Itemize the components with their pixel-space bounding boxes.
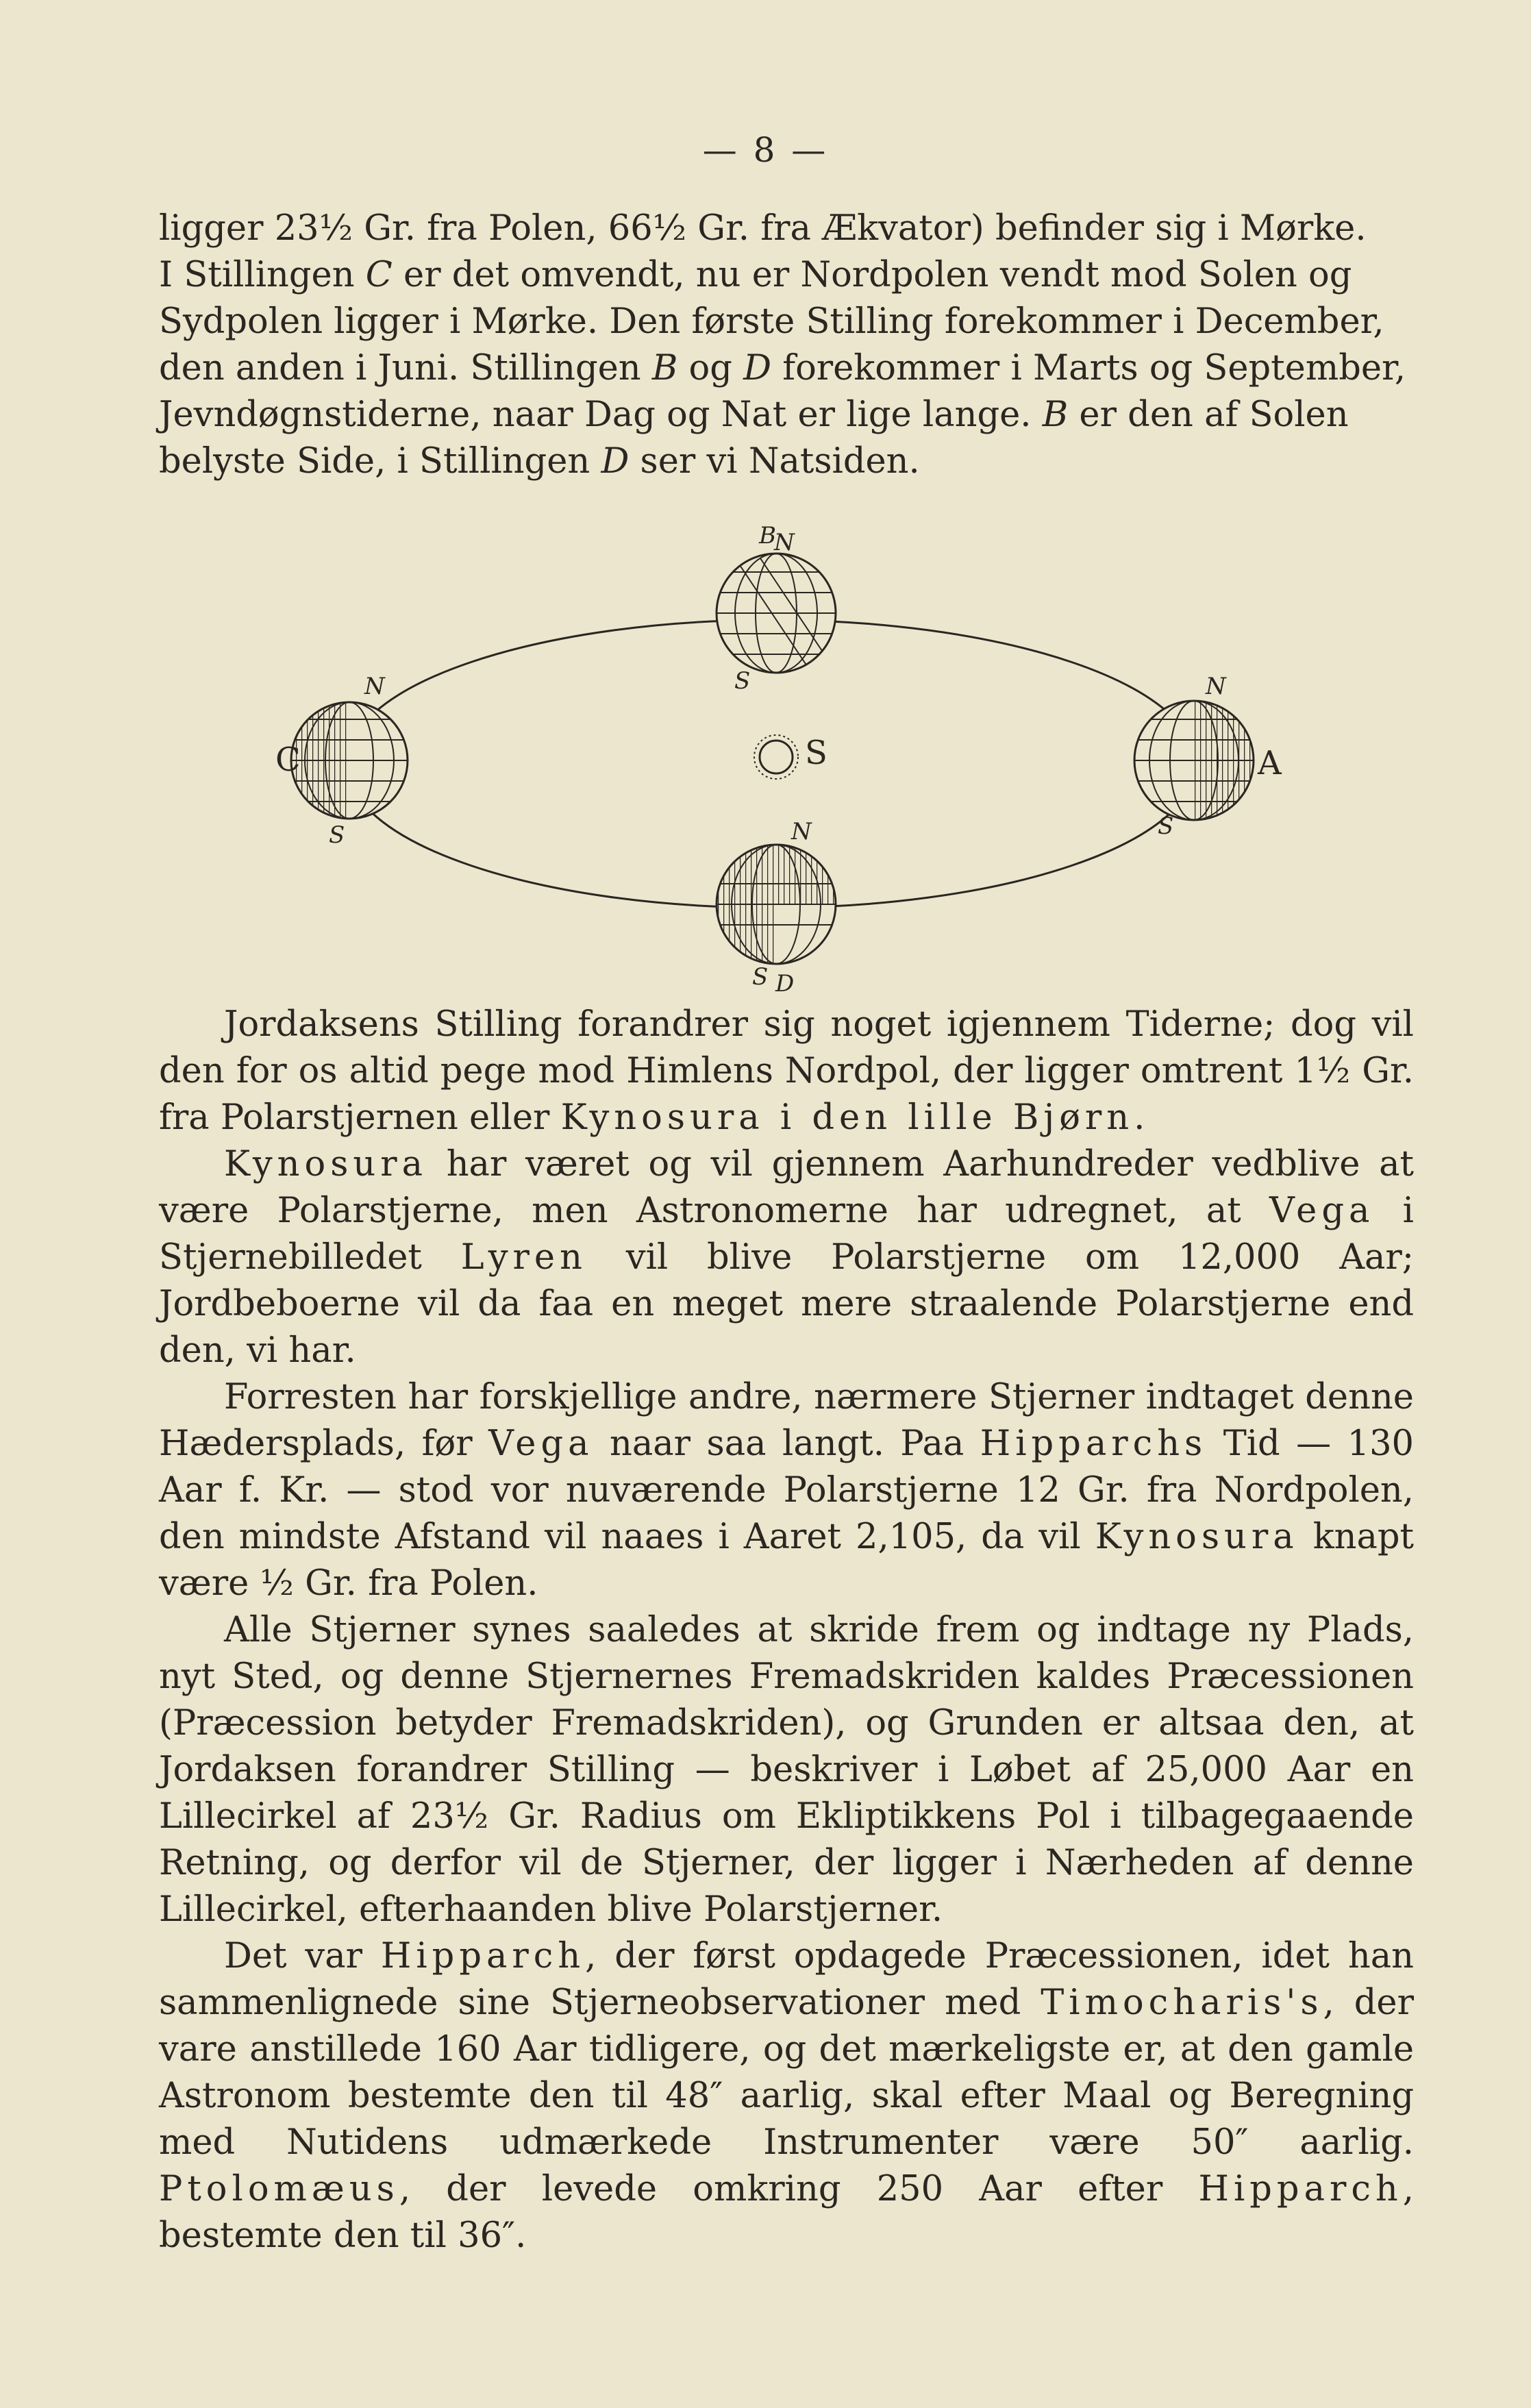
text-span: ser vi Natsiden. <box>629 441 920 482</box>
label-south-right: S <box>1158 812 1174 840</box>
sun-icon <box>754 735 798 779</box>
name-kynosura: Kynosura <box>224 1144 428 1184</box>
paragraph-hipparch-discovery <box>159 1933 1414 2259</box>
label-south-left: S <box>329 821 345 849</box>
name-hipparch: Hipparch <box>1198 2169 1403 2209</box>
text-span: er den af Solen <box>1068 395 1349 435</box>
paragraph-intro <box>159 206 1414 485</box>
earth-orbit-diagram <box>247 517 1315 997</box>
text-span: , bestemte den til 36″. <box>159 2169 1414 2256</box>
text-span: belyste Side, i Stillingen <box>159 441 601 482</box>
text-span: forekommer i Marts og September, <box>771 348 1406 388</box>
label-north-right: N <box>1206 673 1226 700</box>
text-span: , der vare anstillede 160 Aar tidligere, og det mærkeligste er, at den gamle Astronom bestemte den til 48″ aarlig, skal efter Maal og Beregning med Nutidens udmærkede Instrumenter være 50″ aarlig. <box>159 1983 1414 2163</box>
label-north-left: N <box>364 673 385 700</box>
text-span: Jevndøgnstiderne, naar Dag og Nat er lige lange. <box>159 395 1043 435</box>
text-span: og <box>677 348 744 388</box>
text-span: i den lille Bjørn. <box>764 1097 1150 1138</box>
text-line <box>159 345 1414 392</box>
text-line <box>159 299 1414 345</box>
text-line <box>159 252 1414 299</box>
earth-globe-top-icon <box>717 554 836 673</box>
label-c: C <box>275 741 301 779</box>
position-label-c: C <box>365 255 393 295</box>
body-text <box>159 1002 1414 2259</box>
earth-globe-left-icon <box>291 702 408 819</box>
text-span: er det omvendt, nu er Nordpolen vendt mod Solen og <box>392 255 1352 295</box>
text-span: vil blive Polarstjerne om 12,000 Aar; Jordbeboerne vil da faa en meget mere straalende Polarstjerne end den, vi har. <box>159 1237 1414 1371</box>
text-span: ligger 23½ Gr. fra Polen, 66½ Gr. fra Ækvator) befinder sig i Mørke. <box>159 208 1367 249</box>
position-label-d: D <box>601 441 630 482</box>
text-span: Jordaksens Stilling forandrer sig noget igjennem Tiderne; dog vil den for os altid pege mod Himlens Nordpol, der ligger omtrent 1½ Gr. fra Polarstjernen eller <box>159 1004 1414 1138</box>
name-ptolomaeus: Ptolomæus <box>159 2169 399 2209</box>
name-vega: Vega <box>1269 1191 1375 1231</box>
paragraph-hipparch-time <box>159 1374 1414 1607</box>
text-span: Tid — 130 Aar f. Kr. — stod vor nuværende Polarstjerne 12 Gr. fra Nordpolen, den mindste Afstand vil naaes i Aaret 2,105, da vil <box>159 1424 1415 1557</box>
paragraph-earth-axis <box>159 1002 1414 1141</box>
earth-globe-right-icon <box>1134 701 1254 820</box>
name-vega: Vega <box>488 1424 594 1464</box>
page-number: — 8 — <box>702 130 829 170</box>
name-hipparchs: Hipparchs <box>980 1424 1208 1464</box>
text-span: i Stjernebilledet <box>159 1191 1414 1278</box>
label-south-top: S <box>734 667 751 695</box>
paragraph-precession <box>159 1607 1414 1933</box>
label-south-bottom: S <box>752 963 769 991</box>
orbit-svg <box>247 517 1315 997</box>
paragraph-polar-star <box>159 1141 1414 1374</box>
text-span: naar saa langt. Paa <box>593 1424 980 1464</box>
name-lyren: Lyren <box>460 1237 587 1278</box>
earth-globe-bottom-icon <box>717 845 836 964</box>
sun-label: S <box>805 734 827 772</box>
text-span: Alle Stjerner synes saaledes at skride frem og indtage ny Plads, nyt Sted, og denne Stjernernes Fremadskriden kaldes Præcessionen (Præcession betyder Fremadskriden), og Grunden er altsaa den, at Jordaksen forandrer Stilling — beskriver i Løbet af 25,000 Aar en Lillecirkel af 23½ Gr. Radius om Ekliptikkens Pol i tilbagegaaende Retning, og derfor vil de Stjerner, der ligger i Nærheden af denne Lillecirkel, efterhaanden blive Polarstjerner. <box>159 1610 1414 1930</box>
label-a: A <box>1258 744 1282 782</box>
text-span: , der levede omkring 250 Aar efter <box>399 2169 1199 2209</box>
position-label-d: D <box>743 348 771 388</box>
text-span: Forresten har forskjellige andre, nærmere Stjerner indtaget denne Hædersplads, før <box>159 1377 1414 1464</box>
label-north-bottom: N <box>791 818 812 845</box>
label-d: D <box>775 970 795 997</box>
text-span: knapt være ½ Gr. fra Polen. <box>159 1517 1414 1604</box>
text-line <box>159 392 1414 438</box>
label-b: B <box>759 522 776 549</box>
name-timocharis: Timocharis's <box>1041 1983 1323 2023</box>
text-span: Sydpolen ligger i Mørke. Den første Stilling forekommer i December, <box>159 301 1384 342</box>
text-span: har været og vil gjennem Aarhundreder vedblive at være Polarstjerne, men Astronomerne har udregnet, at <box>159 1144 1414 1231</box>
label-north-top: N <box>774 529 795 556</box>
text-line <box>159 206 1414 252</box>
name-kynosura: Kynosura <box>1095 1517 1299 1557</box>
text-span: I Stillingen <box>159 255 366 295</box>
text-span: , der først opdagede Præcessionen, idet han sammenlignede sine Stjerneobservationer med <box>159 1936 1414 2023</box>
text-span: Det var <box>224 1936 381 1976</box>
position-label-b: B <box>651 348 678 388</box>
name-hipparch: Hipparch <box>380 1936 586 1976</box>
text-line <box>159 438 1414 485</box>
text-span: den anden i Juni. Stillingen <box>159 348 652 388</box>
name-kynosura: Kynosura <box>560 1097 764 1138</box>
position-label-b: B <box>1042 395 1069 435</box>
